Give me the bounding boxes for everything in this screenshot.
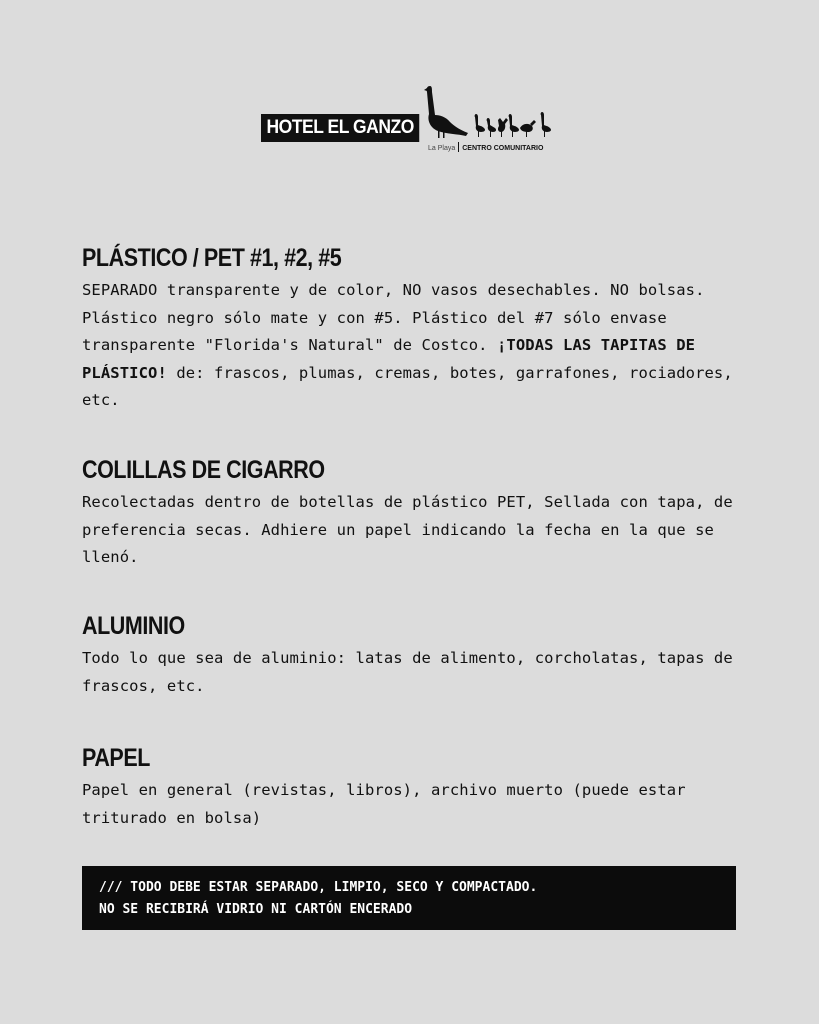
notice-line-1: /// TODO DEBE ESTAR SEPARADO, LIMPIO, SECO Y COMPACTADO. (99, 880, 538, 895)
section-body: Papel en general (revistas, libros), archivo muerto (puede estar triturado en bolsa) (82, 781, 686, 827)
logo-place: La Playa (428, 145, 456, 152)
notice-line-2: NO SE RECIBIRÁ VIDRIO NI CARTÓN ENCERADO (99, 902, 413, 917)
section-papel (82, 743, 742, 832)
section-plastico (82, 243, 742, 415)
brand-logo: HOTEL EL GANZO (261, 114, 419, 142)
section-body-emphasis: ¡TODAS LAS TAPITAS DE PLÁSTICO! (82, 336, 696, 382)
section-title: COLILLAS DE CIGARRO (82, 456, 325, 484)
logo-center: CENTRO COMUNITARIO (462, 145, 544, 152)
sub-logo (428, 142, 543, 152)
section-body-text-end: de: frascos, plumas, cremas, botes, garrafones, rociadores, etc. (82, 363, 733, 409)
section-aluminio (82, 611, 742, 700)
geese-icon (424, 84, 556, 140)
section-title: PLÁSTICO / PET #1, #2, #5 (82, 244, 342, 272)
notice-box (82, 866, 736, 930)
section-title: ALUMINIO (82, 612, 185, 640)
section-body-text: SEPARADO transparente y de color, NO vasos desechables. NO bolsas. Plástico negro sólo mate y con #5. Plástico del #7 sólo envase transparente "Florida's Natural" de Costco. (82, 281, 705, 354)
logo-divider (458, 142, 459, 152)
section-colillas (82, 455, 742, 572)
section-body (82, 277, 742, 415)
section-title: PAPEL (82, 744, 150, 772)
section-body: Recolectadas dentro de botellas de plástico PET, Sellada con tapa, de preferencia secas. Adhiere un papel indicando la fecha en la que se llenó. (82, 493, 733, 566)
section-body: Todo lo que sea de aluminio: latas de alimento, corcholatas, tapas de frascos, etc. (82, 649, 733, 695)
header (0, 84, 819, 154)
